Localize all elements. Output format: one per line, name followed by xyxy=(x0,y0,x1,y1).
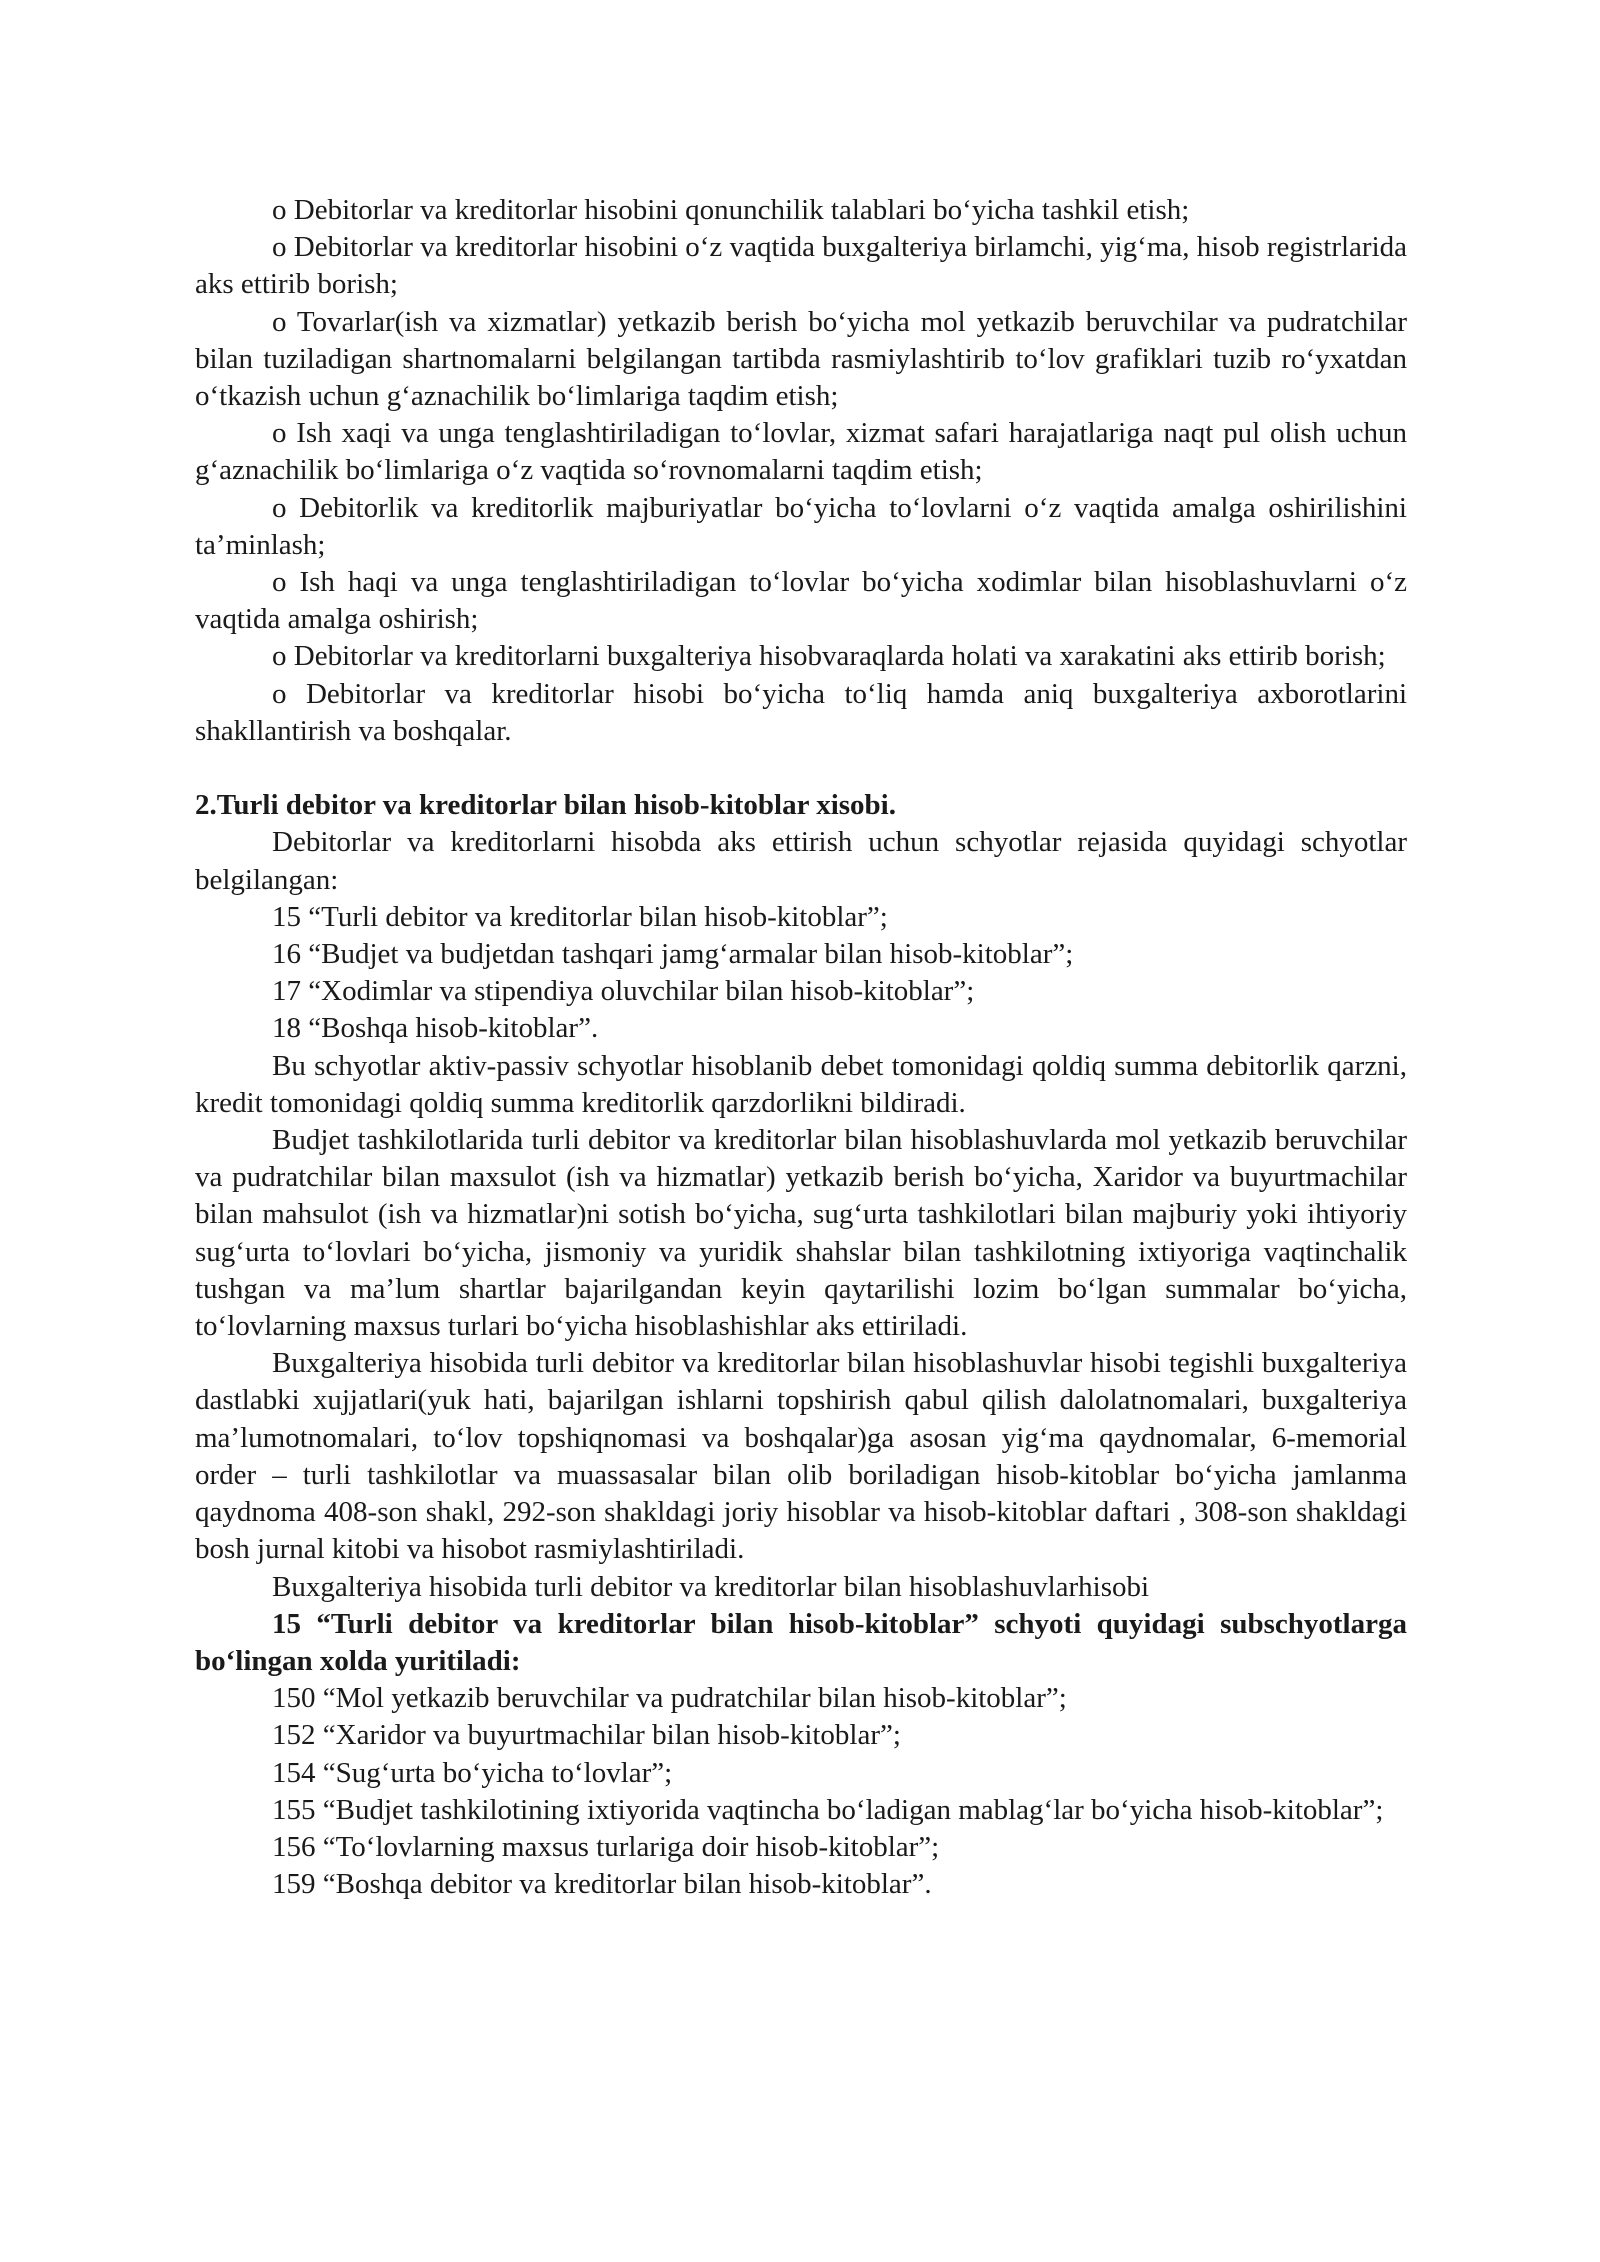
body-paragraph: Bu schyotlar aktiv-passiv schyotlar hisoblanib debet tomonidagi qoldiq summa debitorlik qarzni, kredit tomonidagi qoldiq summa kreditorlik qarzdorlikni bildiradi. xyxy=(195,1049,1407,1119)
subaccount-item: 155 “Budjet tashkilotining ixtiyorida vaqtincha bo‘ladigan mablag‘lar bo‘yicha hisob-kitoblar”; xyxy=(272,1793,1384,1826)
intro-item: o Tovarlar(ish va xizmatlar) yetkazib berish bo‘yicha mol yetkazib beruvchilar va pudratchilar bilan tuziladigan shartnomalarni belgilangan tartibda rasmiylashtirib to‘lov grafiklari tuzib ro‘yxatdan o‘tkazish uchun g‘aznachilik bo‘limlariga taqdim etish; xyxy=(195,305,1407,413)
section-heading: 2.Turli debitor va kreditorlar bilan hisob-kitoblar xisobi. xyxy=(195,789,896,822)
account-item: 16 “Budjet va budjetdan tashqari jamg‘armalar bilan hisob-kitoblar”; xyxy=(272,938,1074,971)
account-list xyxy=(195,899,1407,1048)
intro-item: o Ish xaqi va unga tenglashtiriladigan to‘lovlar, xizmat safari harajatlariga naqt pul olish uchun g‘aznachilik bo‘limlariga o‘z vaqtida so‘rovnomalarni taqdim etish; xyxy=(195,417,1407,487)
subaccount-item: 152 “Xaridor va buyurtmachilar bilan hisob-kitoblar”; xyxy=(272,1719,901,1752)
subaccount-item: 154 “Sug‘urta bo‘yicha to‘lovlar”; xyxy=(272,1756,673,1789)
section-spacer xyxy=(195,750,1407,787)
body-paragraph: Budjet tashkilotlarida turli debitor va kreditorlar bilan hisoblashuvlarda mol yetkazib beruvchilar va pudratchilar bilan maxsulot (ish va hizmatlar) yetkazib berish bo‘yicha, Xaridor va buyurtmachilar bilan mahsulot (ish va hizmatlar)ni sotish bo‘yicha, sug‘urta tashkilotlari bilan majburiy yoki ihtiyoriy sug‘urta to‘lovlari bo‘yicha, jismoniy va yuridik shahslar bilan tashkilotning ixtiyoriga vaqtinchalik tushgan va ma’lum shartlar bajarilgandan keyin qaytarilishi lozim bo‘lgan summalar bo‘yicha, to‘lovlarning maxsus turlari bo‘yicha hisoblashishlar aks ettiriladi. xyxy=(195,1124,1407,1343)
intro-item: o Ish haqi va unga tenglashtiriladigan to‘lovlar bo‘yicha xodimlar bilan hisoblashuvlarni o‘z vaqtida amalga oshirish; xyxy=(195,566,1407,636)
intro-item: o Debitorlar va kreditorlarni buxgalteriya hisobvaraqlarda holati va xarakatini aks ettirib borish; xyxy=(272,640,1386,673)
subaccount-item: 159 “Boshqa debitor va kreditorlar bilan hisob-kitoblar”. xyxy=(272,1868,932,1901)
intro-item: o Debitorlar va kreditorlar hisobini qonunchilik talablari bo‘yicha tashkil etish; xyxy=(272,194,1190,226)
account-item: 18 “Boshqa hisob-kitoblar”. xyxy=(272,1012,599,1045)
intro-item: o Debitorlar va kreditorlar hisobi bo‘yicha to‘liq hamda aniq buxgalteriya axborotlarini shakllantirish va boshqalar. xyxy=(195,677,1407,747)
account-item: 15 “Turli debitor va kreditorlar bilan hisob-kitoblar”; xyxy=(272,900,888,933)
subaccount-list xyxy=(195,1680,1407,1903)
body-paragraph: Buxgalteriya hisobida turli debitor va kreditorlar bilan hisoblashuvlar hisobi tegishli buxgalteriya dastlabki xujjatlari(yuk hati, bajarilgan ishlarni topshirish qabul qilish dalolatnomalari, buxgalteriya ma’lumotnomalari, to‘lov topshiqnomasi va boshqalar)ga asosan yig‘ma qaydnomalar, 6-memorial order – turli tashkilotlar va muassasalar bilan olib boriladigan hisob-kitoblar bo‘yicha jamlanma qaydnoma 408-son shakl, 292-son shakldagi joriy hisoblar va hisob-kitoblar daftari , 308-son shakldagi bosh jurnal kitobi va hisobot rasmiylashtiriladi. xyxy=(195,1347,1407,1566)
intro-list xyxy=(195,192,1407,750)
subaccount-item: 156 “To‘lovlarning maxsus turlariga doir hisob-kitoblar”; xyxy=(272,1830,940,1863)
intro-item: o Debitorlik va kreditorlik majburiyatlar bo‘yicha to‘lovlarni o‘z vaqtida amalga oshirilishini ta’minlash; xyxy=(195,491,1407,561)
section-intro: Debitorlar va kreditorlarni hisobda aks ettirish uchun schyotlar rejasida quyidagi schyotlar belgilangan: xyxy=(195,826,1407,896)
document-page xyxy=(195,192,1407,1903)
account-item: 17 “Xodimlar va stipendiya oluvchilar bilan hisob-kitoblar”; xyxy=(272,975,975,1008)
subaccount-item: 150 “Mol yetkazib beruvchilar va pudratchilar bilan hisob-kitoblar”; xyxy=(272,1682,1067,1715)
bold-paragraph: 15 “Turli debitor va kreditorlar bilan hisob-kitoblar” schyoti quyidagi subschyotlarga bo‘lingan xolda yuritiladi: xyxy=(195,1607,1407,1677)
intro-item: o Debitorlar va kreditorlar hisobini o‘z vaqtida buxgalteriya birlamchi, yig‘ma, hisob registrlarida aks ettirib borish; xyxy=(195,231,1407,301)
body-paragraph: Buxgalteriya hisobida turli debitor va kreditorlar bilan hisoblashuvlarhisobi xyxy=(272,1570,1150,1603)
